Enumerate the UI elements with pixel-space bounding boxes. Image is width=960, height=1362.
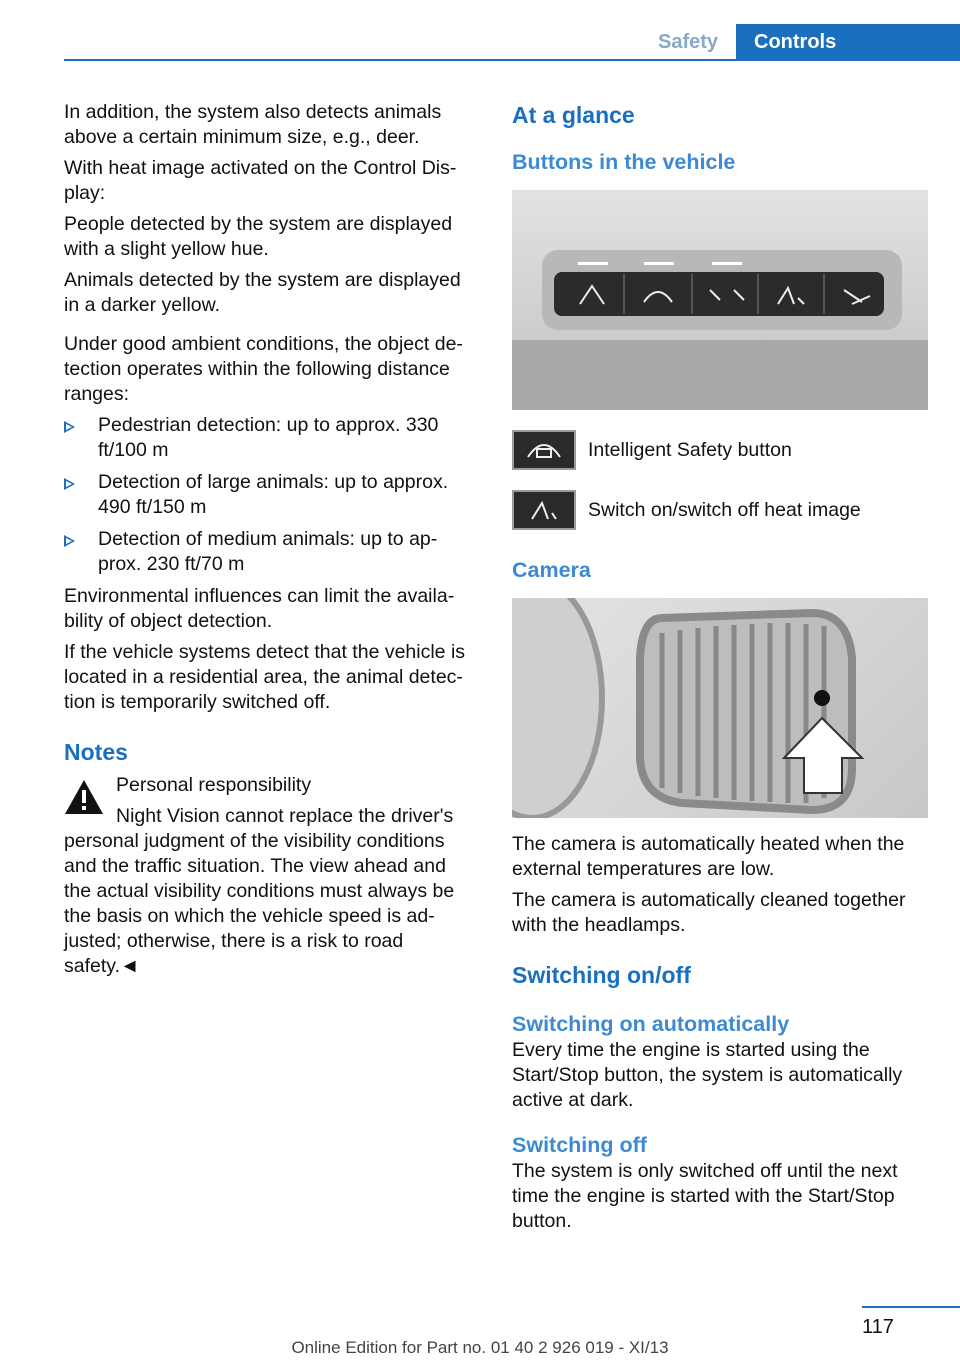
left-column <box>64 100 478 979</box>
paragraph: People detected by the system are displayed with a slight yellow hue. <box>64 213 453 260</box>
button-panel-illustration <box>512 190 928 410</box>
paragraph: Under good ambient conditions, the object de‐tection operates within the following distance ranges: <box>64 333 463 405</box>
paragraph: If the vehicle systems detect that the vehicle is located in a residential area, the animal detec‐tion is temporarily switched off. <box>64 641 466 713</box>
list-item-text: Detection of medium animals: up to ap‐prox. 230 ft/70 m <box>98 528 438 575</box>
distance-list <box>64 413 478 577</box>
note-title: Personal responsibility <box>116 774 312 796</box>
paragraph: Every time the engine is started using the Start/Stop button, the system is automatically active at dark. <box>512 1039 903 1111</box>
intelligent-safety-icon <box>512 430 576 470</box>
list-item-text: Detection of large animals: up to approx. 490 ft/150 m <box>98 471 449 518</box>
page-number: 117 <box>862 1316 894 1338</box>
list-item <box>64 470 478 520</box>
icon-label: Switch on/switch off heat image <box>588 498 861 521</box>
kidney-grille-illustration <box>512 598 928 818</box>
buttons-heading: Buttons in the vehicle <box>512 150 736 174</box>
bullet-triangle-icon <box>64 478 75 490</box>
icon-legend-row <box>512 430 930 470</box>
paragraph: With heat image activated on the Control Dis‐play: <box>64 157 457 204</box>
edition-footer: Online Edition for Part no. 01 40 2 926 019 - XI/13 <box>291 1338 669 1357</box>
paragraph: The camera is automatically heated when the external temperatures are low. <box>512 833 905 880</box>
icon-label: Intelligent Safety button <box>588 438 792 461</box>
list-item <box>64 527 478 577</box>
notes-heading: Notes <box>64 739 128 765</box>
header-rule <box>64 59 960 61</box>
paragraph: Environmental influences can limit the availa‐bility of object detection. <box>64 585 455 632</box>
bullet-triangle-icon <box>64 421 75 433</box>
paragraph: Animals detected by the system are displayed in a darker yellow. <box>64 269 461 316</box>
camera-heading: Camera <box>512 558 591 582</box>
paragraph: The camera is automatically cleaned together with the headlamps. <box>512 889 906 936</box>
footer-rule <box>862 1306 960 1308</box>
warning-note <box>64 773 478 979</box>
paragraph: In addition, the system also detects animals above a certain minimum size, e.g., deer. <box>64 101 442 148</box>
switch-on-heading: Switching on automatically <box>512 1012 790 1036</box>
note-text: Night Vision cannot replace the driver's personal judgment of the visibility conditions and the traffic situation. The view ahead and the actual visibility conditions must always be the basis on which the vehicle speed is ad‐justed; otherwise, there is a risk to road safety.◄ <box>64 805 455 977</box>
tab-controls: Controls <box>736 24 960 61</box>
heat-image-icon <box>512 490 576 530</box>
right-column <box>512 100 930 1234</box>
switch-off-heading: Switching off <box>512 1133 647 1157</box>
icon-legend-row <box>512 490 930 530</box>
list-item <box>64 413 478 463</box>
vehicle-buttons-photo <box>512 190 928 410</box>
tab-safety: Safety <box>657 31 719 53</box>
list-item-text: Pedestrian detection: up to approx. 330 ft/100 m <box>98 414 439 461</box>
bullet-triangle-icon <box>64 535 75 547</box>
camera-location-photo <box>512 598 928 818</box>
at-a-glance-heading: At a glance <box>512 102 635 128</box>
switching-heading: Switching on/off <box>512 962 691 988</box>
warning-triangle-icon <box>64 779 104 815</box>
paragraph: The system is only switched off until the next time the engine is started with the Start/Stop button. <box>512 1160 898 1232</box>
